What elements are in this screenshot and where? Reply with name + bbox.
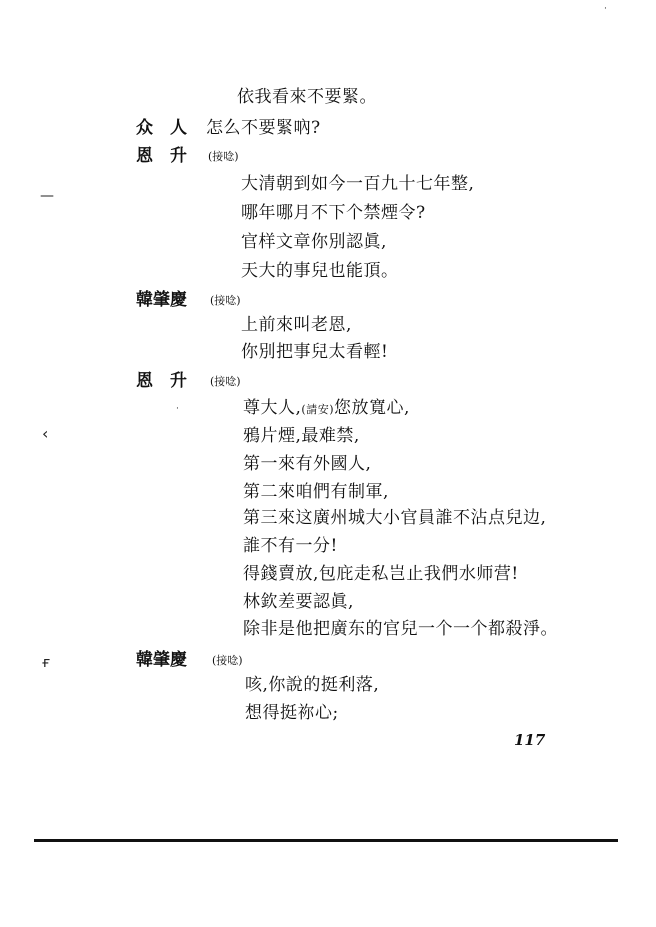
dialogue-line: 依我看來不要緊。: [237, 87, 377, 107]
scan-speck: ·: [176, 404, 179, 414]
dialogue-line: 第三來这廣州城大小官員誰不沾点兒边,: [243, 508, 547, 528]
page-number: 117: [514, 731, 546, 749]
stage-direction: (請安): [301, 403, 334, 416]
stage-direction: (接唸): [212, 654, 243, 667]
stage-direction: (接唸): [208, 150, 239, 163]
speaker-name: 恩 升: [136, 371, 187, 391]
stage-direction: (接唸): [210, 294, 241, 307]
dialogue-line: 怎么不要緊吶?: [206, 118, 321, 138]
bottom-rule: [34, 839, 618, 842]
speaker-name: 众 人: [136, 118, 187, 138]
dialogue-line: 大清朝到如今一百九十七年整,: [241, 174, 475, 194]
dialogue-line: 想得挺祢心;: [245, 703, 339, 723]
dialogue-line: 你別把事兒太看輕!: [241, 342, 389, 362]
dialogue-line: 官样文章你別認眞,: [241, 232, 387, 252]
dialogue-text: 尊大人,: [243, 398, 302, 418]
stage-direction: (接唸): [210, 375, 241, 388]
dialogue-line: 上前來叫老恩,: [241, 315, 352, 335]
dialogue-line: 哪年哪月不下个禁煙令?: [241, 203, 426, 223]
speaker-name: 恩 升: [136, 146, 187, 166]
dialogue-line: 鴉片煙,最难禁,: [243, 426, 360, 446]
dialogue-line: 除非是他把廣东的官兒一个一个都殺淨。: [243, 619, 558, 639]
dialogue-line: 第二來咱們有制軍,: [243, 482, 389, 502]
dialogue-line: 天大的事兒也能頂。: [241, 261, 399, 281]
dialogue-line: 林欽差要認眞,: [243, 592, 354, 612]
scan-mark: ғ: [42, 655, 51, 671]
dialogue-text: 您放寬心,: [334, 398, 410, 418]
speaker-name: 韓肇慶: [136, 650, 187, 670]
dialogue-line: 誰不有一分!: [243, 536, 338, 556]
dialogue-line: 咳,你說的挺利落,: [245, 675, 380, 695]
speaker-name: 韓肇慶: [136, 290, 187, 310]
dialogue-line: 得錢賣放,包庇走私岂止我們水师营!: [243, 564, 519, 584]
scan-mark: ‹: [42, 424, 49, 443]
scan-mark: —: [40, 188, 54, 204]
scan-speck: ·: [604, 4, 607, 14]
dialogue-line: [243, 398, 410, 420]
dialogue-line: 第一來有外國人,: [243, 454, 372, 474]
